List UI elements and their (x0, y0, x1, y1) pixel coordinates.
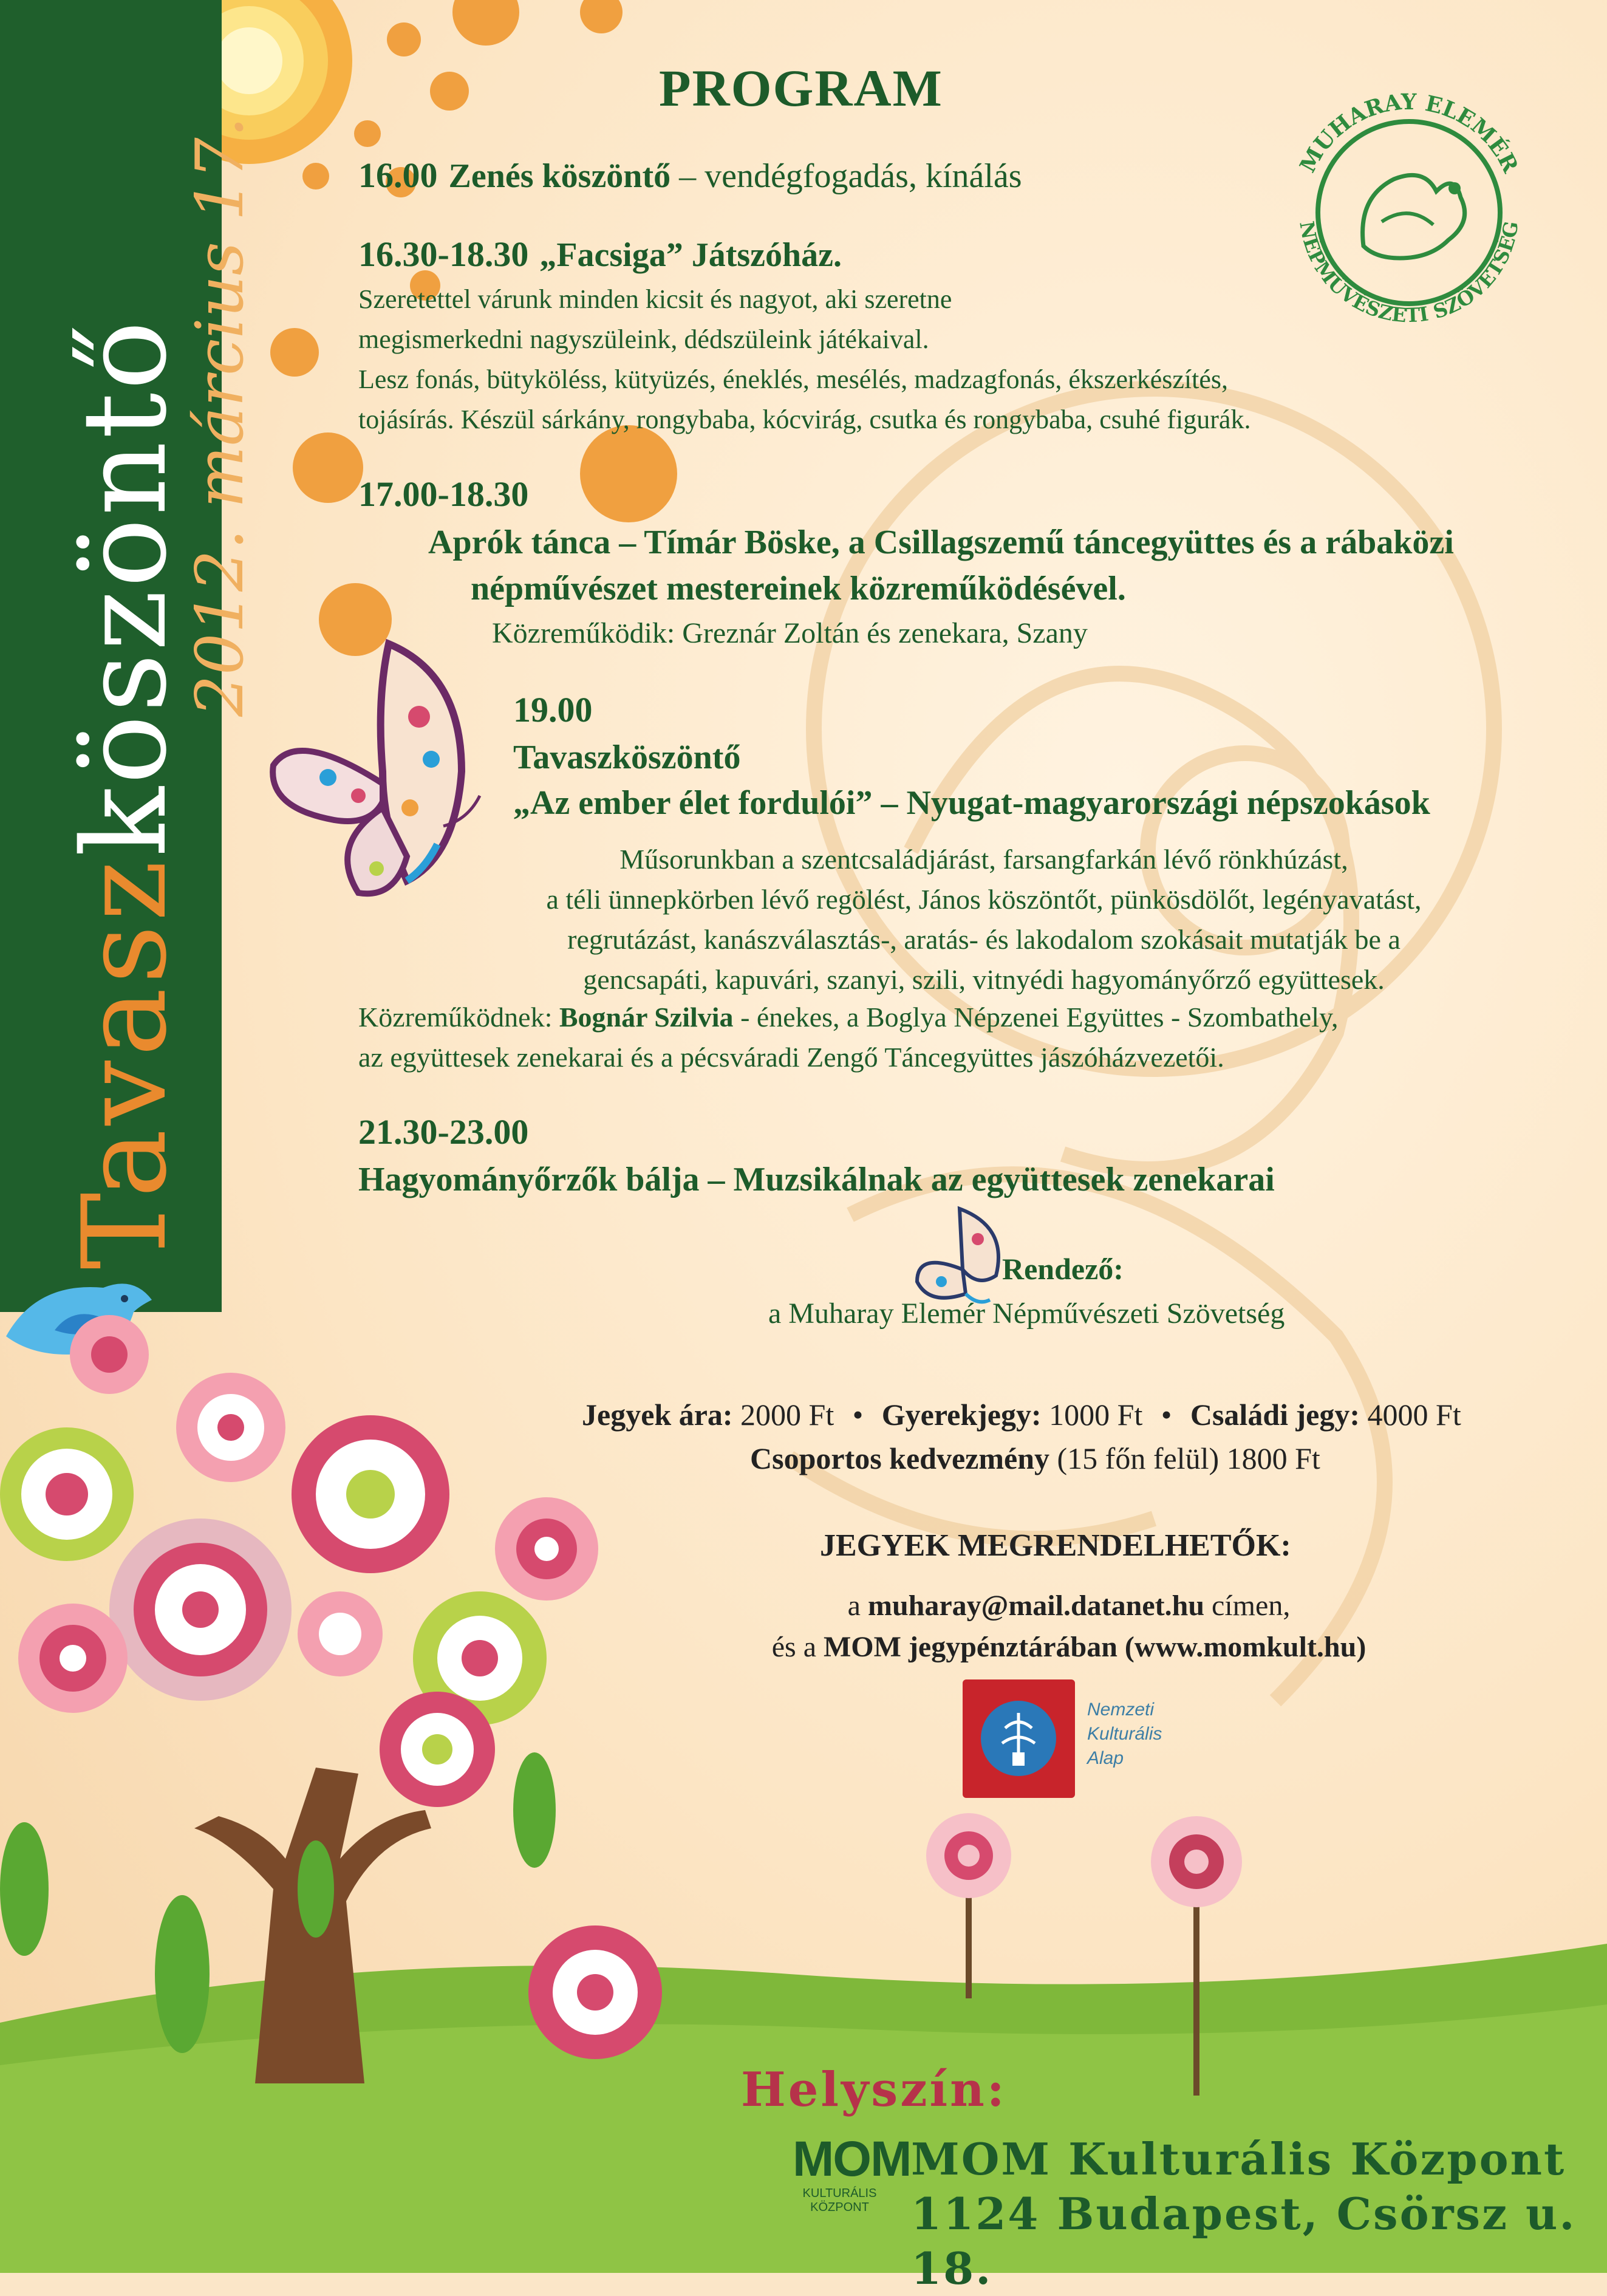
seal-bottom-text: NÉPMŰVÉSZETI SZÖVETSÉG (1295, 219, 1523, 327)
side-date: 2012. március 17. (182, 116, 258, 717)
family-label: Családi jegy: (1190, 1398, 1360, 1432)
mom-logo-sub2: KÖZPONT (810, 2201, 869, 2214)
nka-line-2: Kulturális (1087, 1724, 1162, 1744)
event-2-description (358, 279, 1250, 440)
event-2-time: 16.30-18.30 (358, 234, 529, 274)
event-1-title: Zenés köszöntő (448, 157, 671, 195)
group-label: Csoportos kedvezmény (750, 1441, 1050, 1475)
event-5-title: Hagyományőrzők bálja – Muzsikálnak az együttesek zenekarai (358, 1161, 1275, 1198)
event-4-description (395, 839, 1573, 1000)
event-4-subtitle: „Az ember élet fordulói” – Nyugat-magyarországi népszokások (513, 784, 1430, 822)
contrib-name: Bognár Szilvia (559, 1002, 734, 1033)
side-title (58, 318, 192, 1269)
event-2-line-2: megismerkedni nagyszüleink, dédszüleink játékaival. (358, 324, 929, 354)
event-3-title (428, 519, 1454, 612)
event-2-line-1: Szeretettel várunk minden kicsit és nagyot, aki szeretne (358, 284, 952, 314)
event-4-line-4: gencsapáti, kapuvári, szanyi, szili, vitnyédi hagyományőrző együttesek. (583, 964, 1385, 995)
venue-address (911, 2132, 1607, 2296)
program-title: PROGRAM (659, 59, 943, 117)
price-label: Jegyek ára: (582, 1398, 733, 1432)
event-1-time: 16.00 (358, 155, 438, 195)
event-4-line-1: Műsorunkban a szentcsaládjárást, farsangfarkán lévő rönkhúzást, (619, 844, 1348, 875)
svg-text:NÉPMŰVÉSZETI SZÖVETSÉG (1295, 219, 1523, 327)
association-seal (1272, 76, 1546, 349)
event-2 (358, 234, 842, 275)
venue-line-1: MOM Kulturális Központ (911, 2133, 1566, 2185)
event-4-time: 19.00 (513, 690, 593, 729)
mom-logo-main: MOM (793, 2131, 911, 2187)
contrib-line-2: az együttesek zenekarai és a pécsváradi Zengő Táncegyüttes jászóházvezetői. (358, 1042, 1224, 1073)
mom-logo-sub1: KULTURÁLIS (802, 2187, 877, 2200)
organizer-name: a Muharay Elemér Népművészeti Szövetség (768, 1297, 1285, 1330)
event-4-line-3: regrutázást, kanászválasztás-, aratás- és lakodalom szokásait mutatják be a (567, 924, 1401, 955)
family-value: 4000 Ft (1360, 1398, 1461, 1432)
order-line1-pre: a (847, 1590, 868, 1622)
event-3-note: Közreműködik: Greznár Zoltán és zenekara, Szany (492, 617, 1088, 649)
event-5-time: 21.30-23.00 (358, 1112, 529, 1152)
seal-top-text: MUHARAY ELEMÉR (1295, 89, 1523, 177)
small-flowers (899, 1798, 1263, 2102)
nka-text (1087, 1698, 1162, 1771)
side-title-part1: Tavasz (58, 856, 192, 1269)
event-2-line-4: tojásírás. Készül sárkány, rongybaba, kócvirág, csutka és rongybaba, csuhé figurák. (358, 405, 1251, 434)
order-line2-pre: és a (771, 1631, 824, 1663)
contrib-rest: - énekes, a Boglya Népzenei Együttes - Szombathely, (733, 1002, 1339, 1033)
child-label: Gyerekjegy: (881, 1398, 1042, 1432)
order-line2-bold: MOM jegypénztárában (www.momkult.hu) (824, 1631, 1366, 1663)
order-email[interactable]: muharay@mail.datanet.hu (867, 1590, 1205, 1622)
event-3-time: 17.00-18.30 (358, 474, 529, 514)
event-4-title: Tavaszköszöntő (513, 739, 741, 776)
event-4-contributors (358, 997, 1338, 1078)
nka-emblem-icon (963, 1679, 1075, 1798)
event-3-title-line-1: Aprók tánca – Tímár Böske, a Csillagszemű táncegyüttes és a rábaközi (428, 524, 1454, 561)
price-value: 2000 Ft (732, 1398, 834, 1432)
nka-logo (963, 1679, 1075, 1798)
event-1 (358, 155, 1022, 196)
contrib-label: Közreműködnek: (358, 1002, 559, 1033)
mom-logo (793, 2131, 911, 2235)
venue-label: Helyszín: (741, 2062, 1007, 2117)
event-1-subtitle: – vendégfogadás, kínálás (670, 157, 1022, 195)
organizer-label: Rendező: (1002, 1252, 1124, 1286)
order-title: JEGYEK MEGRENDELHETŐK: (820, 1528, 1291, 1563)
nka-line-1: Nemzeti (1087, 1700, 1155, 1720)
order-info (668, 1585, 1470, 1668)
flower-tree-illustration (0, 1294, 705, 2083)
child-value: 1000 Ft (1041, 1398, 1143, 1432)
group-value: (15 főn felül) 1800 Ft (1049, 1441, 1320, 1475)
event-2-line-3: Lesz fonás, bütyköléss, kütyüzés, éneklés, mesélés, madzagfonás, ékszerkészítés, (358, 364, 1228, 394)
venue-line-2: 1124 Budapest, Csörsz u. 18. (911, 2188, 1577, 2294)
side-title-part2: köszöntő (58, 318, 192, 857)
event-2-title: „Facsiga” Játszóház. (539, 236, 842, 274)
event-4-line-2: a téli ünnepkörben lévő regölést, János köszöntőt, pünkösdölőt, legényavatást, (546, 884, 1422, 915)
ticket-prices: Jegyek ára: 2000 Ft • Gyerekjegy: 1000 Ft • Családi jegy: 4000 Ft (582, 1398, 1461, 1432)
event-3-title-line-2: népművészet mestereinek közreműködésével. (471, 570, 1126, 607)
group-discount (750, 1441, 1320, 1476)
order-line1-post: címen, (1204, 1590, 1291, 1622)
nka-line-3: Alap (1087, 1748, 1124, 1768)
